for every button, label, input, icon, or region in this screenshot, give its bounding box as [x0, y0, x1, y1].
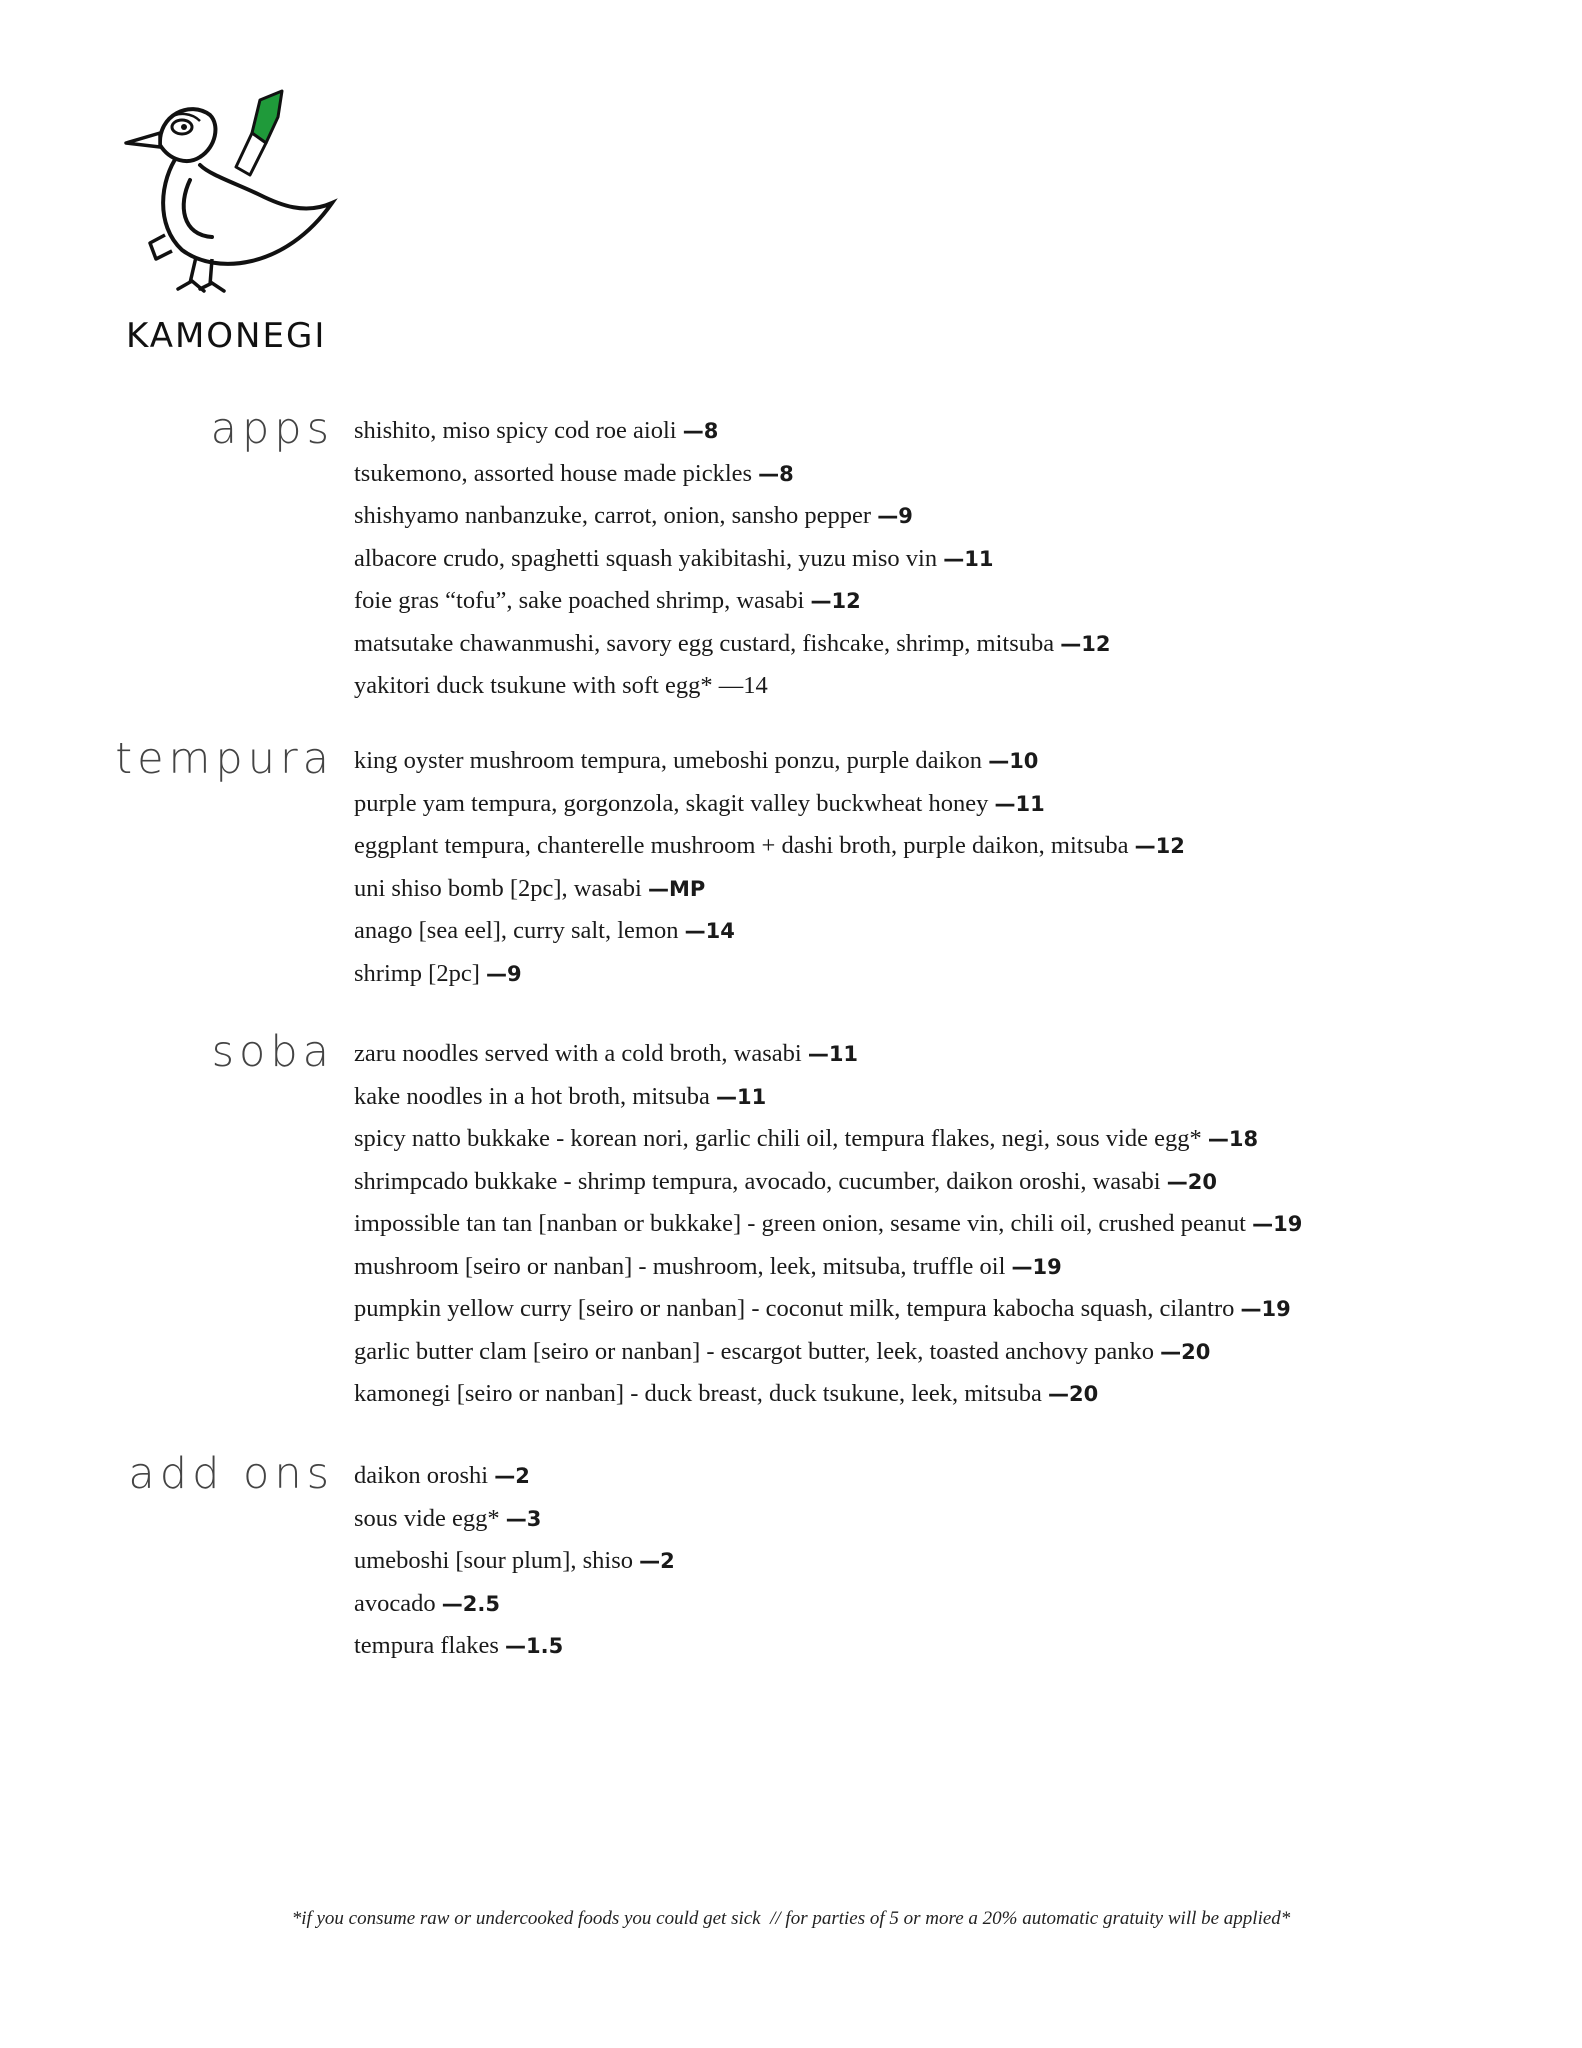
menu-item	[354, 1076, 1302, 1119]
menu-item-description: albacore crudo, spaghetti squash yakibitashi, yuzu miso vin	[354, 544, 944, 572]
menu-item-price: —12	[1060, 631, 1111, 656]
kamonegi-logo	[120, 85, 350, 375]
menu-item-price: —8	[758, 461, 794, 486]
menu-item-price: —2	[494, 1464, 530, 1488]
menu-item-description: shishito, miso spicy cod roe aioli	[354, 417, 683, 444]
section-title: soba	[211, 1027, 334, 1077]
menu-item-description: shrimpcado bukkake - shrimp tempura, avocado, cucumber, daikon oroshi, wasabi	[354, 1167, 1167, 1195]
duck-logo-icon	[120, 85, 350, 375]
menu-item-description: spicy natto bukkake - korean nori, garlic chili oil, tempura flakes, negi, sous vide egg*	[354, 1125, 1208, 1152]
menu-item-description: zaru noodles served with a cold broth, wasabi	[354, 1040, 808, 1067]
menu-item-price: —3	[505, 1506, 542, 1531]
menu-item-description: kamonegi [seiro or nanban] - duck breast, duck tsukune, leek, mitsuba	[354, 1380, 1048, 1407]
menu-item-description: pumpkin yellow curry [seiro or nanban] - coconut milk, tempura kabocha squash, cilantro	[354, 1295, 1241, 1322]
menu-items	[354, 1455, 675, 1668]
menu-item-price: —12	[1134, 834, 1185, 858]
menu-item	[354, 1203, 1302, 1246]
menu-item-description: daikon oroshi	[354, 1462, 495, 1489]
menu-item-price: —2.5	[441, 1591, 500, 1616]
menu-item	[354, 1161, 1302, 1204]
menu-item-price: —19	[1240, 1297, 1291, 1321]
section-title: add ons	[128, 1449, 334, 1499]
menu-item	[354, 1540, 675, 1583]
menu-item	[354, 825, 1185, 868]
menu-item-description: anago [sea eel], curry salt, lemon	[354, 917, 685, 944]
menu-item	[354, 783, 1185, 826]
menu-item-description: shishyamo nanbanzuke, carrot, onion, sansho pepper	[354, 502, 878, 529]
menu-item	[354, 1118, 1302, 1161]
menu-item-price: —14	[684, 919, 735, 943]
menu-item-description: foie gras “tofu”, sake poached shrimp, wasabi	[354, 587, 811, 614]
menu-item	[354, 495, 1110, 538]
menu-item-price: —19	[1011, 1254, 1062, 1279]
menu-item-description: king oyster mushroom tempura, umeboshi ponzu, purple daikon	[354, 747, 989, 774]
menu-item	[354, 910, 1185, 953]
menu-item	[354, 665, 1110, 708]
menu-item	[354, 410, 1110, 453]
menu-item	[354, 1498, 675, 1541]
menu-items	[354, 410, 1110, 708]
menu-item	[354, 1583, 675, 1626]
menu-item-price: —20	[1047, 1382, 1099, 1406]
menu-item-description: shrimp [2pc]	[354, 959, 486, 987]
menu-items	[354, 740, 1185, 995]
menu-item	[354, 740, 1185, 783]
menu-item-description: eggplant tempura, chanterelle mushroom + dashi broth, purple daikon, mitsuba	[354, 832, 1135, 859]
menu-item-description: sous vide egg*	[354, 1504, 506, 1532]
menu-item	[354, 538, 1110, 581]
menu-item	[354, 580, 1110, 623]
menu-item-price: —18	[1207, 1127, 1259, 1151]
menu-item-price: —11	[994, 791, 1045, 816]
menu-item-price: —9	[486, 961, 522, 986]
menu-item-price: —MP	[647, 876, 706, 901]
menu-item-description: kake noodles in a hot broth, mitsuba	[354, 1082, 716, 1110]
menu-item-price: —11	[943, 546, 994, 571]
menu-item	[354, 1455, 675, 1498]
menu-item	[354, 1331, 1302, 1374]
menu-item-price: —19	[1252, 1212, 1303, 1236]
menu-item-description: yakitori duck tsukune with soft egg*	[354, 672, 719, 699]
menu-item-price: —9	[877, 504, 913, 528]
menu-item	[354, 1625, 675, 1668]
menu-item-description: tsukemono, assorted house made pickles	[354, 459, 759, 487]
menu-item	[354, 868, 1185, 911]
menu-item	[354, 453, 1110, 496]
menu-item-description: purple yam tempura, gorgonzola, skagit valley buckwheat honey	[354, 789, 995, 817]
menu-item-price: —14	[718, 672, 768, 699]
menu-item-price: —1.5	[505, 1634, 564, 1658]
menu-item-description: matsutake chawanmushi, savory egg custard, fishcake, shrimp, mitsuba	[354, 629, 1061, 657]
menu-item	[354, 1033, 1302, 1076]
menu-item-description: avocado	[354, 1589, 442, 1617]
menu-item-description: tempura flakes	[354, 1632, 506, 1659]
menu-item	[354, 1373, 1302, 1416]
menu-item-description: impossible tan tan [nanban or bukkake] - green onion, sesame vin, chili oil, crushed peanut	[354, 1210, 1253, 1237]
menu-item-price: —2	[639, 1549, 675, 1573]
menu-item-description: mushroom [seiro or nanban] - mushroom, leek, mitsuba, truffle oil	[354, 1252, 1012, 1280]
menu-item	[354, 1288, 1302, 1331]
menu-item-price: —11	[807, 1042, 859, 1066]
section-title: tempura	[115, 734, 334, 784]
menu-item	[354, 953, 1185, 996]
menu-item-price: —12	[810, 589, 861, 613]
menu-item-price: —8	[682, 419, 719, 443]
menu-item-price: —20	[1160, 1339, 1211, 1364]
menu-item	[354, 623, 1110, 666]
menu-item	[354, 1246, 1302, 1289]
menu-item-description: uni shiso bomb [2pc], wasabi	[354, 874, 648, 902]
menu-item-description: umeboshi [sour plum], shiso	[354, 1547, 640, 1574]
logo-wordmark: KAMONEGI	[126, 316, 327, 356]
section-title: apps	[210, 404, 334, 454]
menu-item-description: garlic butter clam [seiro or nanban] - escargot butter, leek, toasted anchovy panko	[354, 1337, 1161, 1365]
menu-item-price: —20	[1166, 1169, 1217, 1194]
menu-item-price: —10	[988, 749, 1039, 773]
footer-disclaimer: *if you consume raw or undercooked foods you could get sick // for parties of 5 or more a 20% automatic gratuity will be applied*	[291, 1908, 1291, 1929]
menu-item-price: —11	[716, 1084, 767, 1109]
menu-items	[354, 1033, 1302, 1416]
